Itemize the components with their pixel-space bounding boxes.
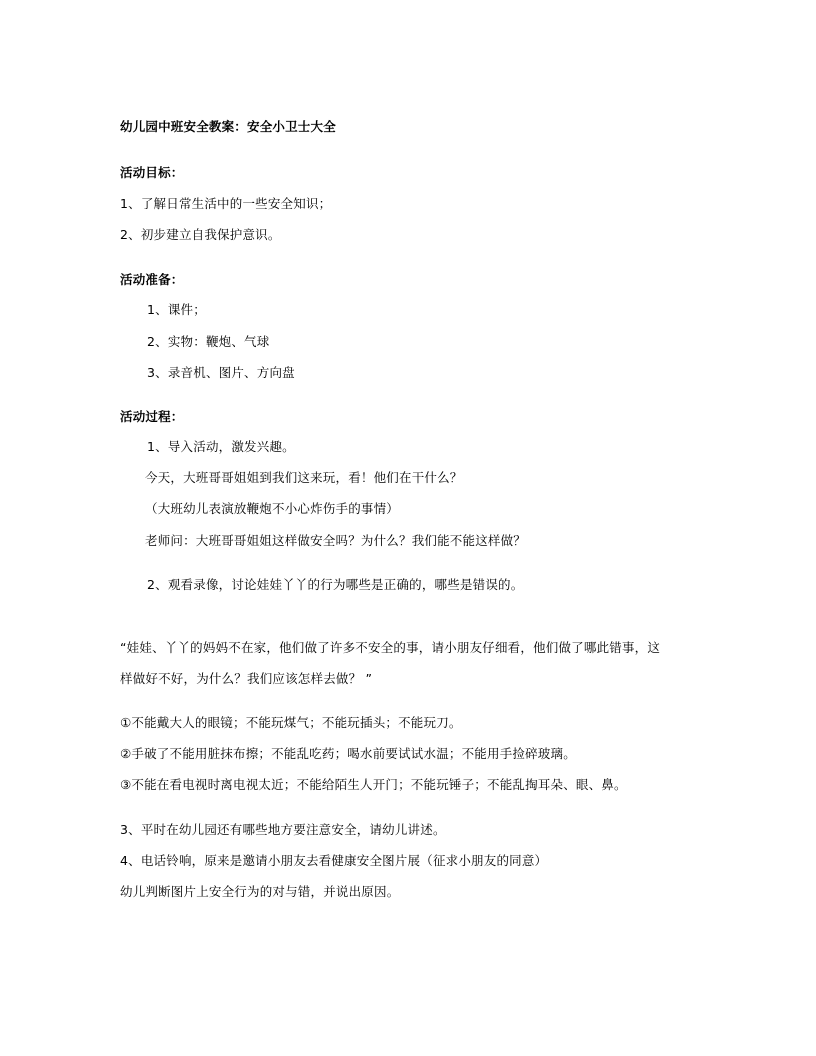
quote-line-1: “娃娃、丫丫的妈妈不在家，他们做了许多不安全的事，请小朋友仔细看，他们做了哪此错事，这 [120,640,661,655]
goal-item-1: 1、了解日常生活中的一些安全知识； [120,196,332,211]
rule-item-2: ②手破了不能用脏抹布擦；不能乱吃药；喝水前要试试水温；不能用手捡碎玻璃。 [120,746,576,761]
process-step-2: 2、观看录像，讨论娃娃丫丫的行为哪些是正确的，哪些是错误的。 [147,577,524,592]
process-heading: 活动过程： [120,409,184,424]
process-step-1-question: 老师问：大班哥哥姐姐这样做安全吗？为什么？我们能不能这样做？ [145,533,527,548]
preparation-heading: 活动准备： [120,272,184,287]
process-step-1-note: （大班幼儿表演放鞭炮不小心炸伤手的事情） [145,501,400,516]
process-step-4-text: 幼儿判断图片上安全行为的对与错，并说出原因。 [120,884,400,899]
process-step-3: 3、平时在幼儿园还有哪些地方要注意安全，请幼儿讲述。 [120,822,446,837]
preparation-item-3: 3、录音机、图片、方向盘 [147,365,295,380]
process-step-1-text: 今天，大班哥哥姐姐到我们这来玩，看！他们在干什么？ [145,470,463,485]
preparation-item-2: 2、实物：鞭炮、气球 [147,334,270,349]
rule-item-1: ①不能戴大人的眼镜；不能玩煤气；不能玩插头；不能玩刀。 [120,715,462,730]
quote-line-2: 样做好不好，为什么？我们应该怎样去做？ ” [120,671,373,686]
rule-item-3: ③不能在看电视时离电视太近；不能给陌生人开门；不能玩锤子；不能乱掏耳朵、眼、鼻。 [120,777,627,792]
process-step-1: 1、导入活动，激发兴趣。 [147,439,295,454]
preparation-item-1: 1、课件； [147,302,206,317]
goal-item-2: 2、初步建立自我保护意识。 [120,227,281,242]
document-title: 幼儿园中班安全教案：安全小卫士大全 [120,119,336,134]
goals-heading: 活动目标： [120,165,184,180]
process-step-4: 4、电话铃响，原来是邀请小朋友去看健康安全图片展（征求小朋友的同意） [120,853,548,868]
